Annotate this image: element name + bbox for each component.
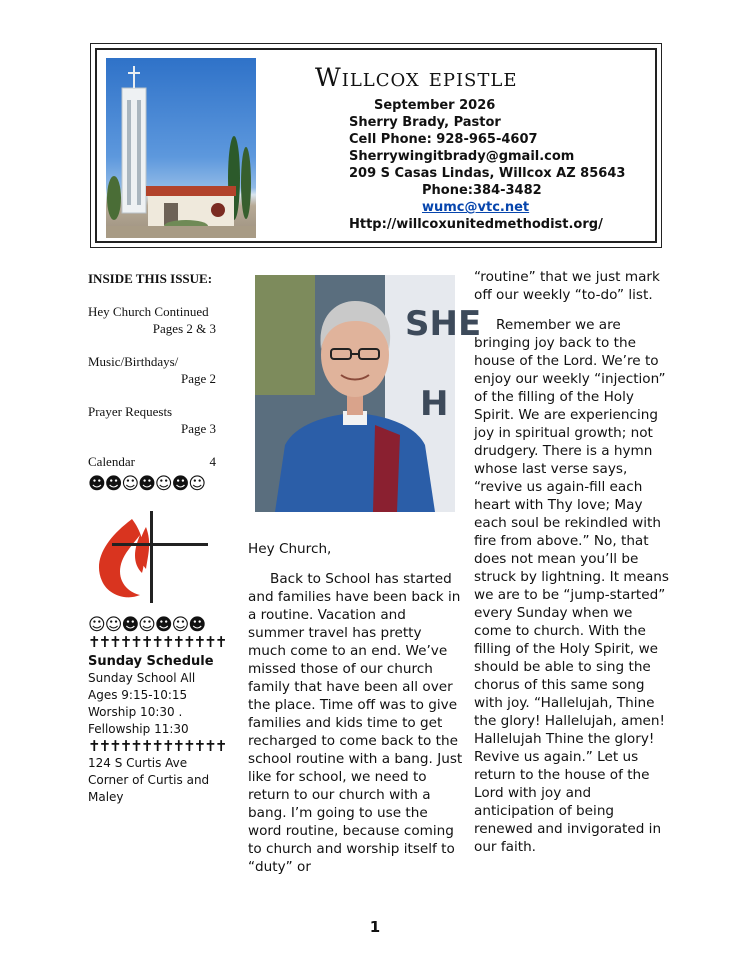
cross-divider: ✝✝✝✝✝✝✝✝✝✝✝✝✝	[88, 737, 226, 755]
website-link[interactable]: Http://willcoxunitedmethodist.org/	[349, 217, 603, 232]
location-line: Maley	[88, 790, 124, 804]
article-paragraph: Remember we are bringing joy back to the house of the Lord. We’re to enjoy our weekly “injection” of the filling of the Holy Spirit. We are experiencing joy in spiritual growth; not drudgery. There is a hymn whose last verse says, “revive us again-fill each heart with Thy love; May each soul be rekindled with fire from above.” No, that does not mean you’ll be struck by lightning. It means we are to be “jump-started” every Sunday when we come to church. With the filling of the Holy Spirit, we should be able to sing the chorus of this same song with joy. “Hallelujah, Thine the glory! Hallelujah, amen! Hallelujah Thine the glory! Revive us again.” Let us return to the house of the Lord with joy and anticipation of being renewed and invigorated in our faith.	[474, 317, 669, 855]
masthead	[90, 43, 662, 248]
church-location	[88, 755, 216, 806]
inside-issue-heading: INSIDE THIS ISSUE:	[88, 271, 213, 286]
toc-item[interactable]	[88, 353, 216, 387]
pastor-photo	[255, 275, 482, 512]
pastor-email: Sherrywingitbrady@gmail.com	[349, 149, 575, 164]
article-paragraph: Back to School has started and families have been back in a routine. Vacation and summer travel has pretty much come to an end. We’ve missed those of our church family that have been all over the place. Time off was to give families and kids time to get recharged to come back to the school routine with a bang. Just like for school, we need to return to our church with a bang. I’m going to use the word routine, because coming to church and worship itself to “duty” or	[248, 571, 463, 875]
toc-item-page: 4	[209, 454, 216, 469]
cross-divider: ✝✝✝✝✝✝✝✝✝✝✝✝✝	[88, 633, 226, 651]
church-illustration	[106, 58, 256, 238]
cross-and-flame-logo	[88, 507, 216, 607]
church-phone: Phone:384-3482	[422, 183, 542, 198]
church-email-link[interactable]: wumc@vtc.net	[422, 200, 530, 215]
toc-item-page: Pages 2 & 3	[152, 321, 216, 336]
pastor-illustration	[255, 275, 482, 512]
page-number: 1	[369, 918, 381, 936]
location-line: 124 S Curtis Ave	[88, 756, 188, 770]
schedule-line: Ages 9:15-10:15	[88, 688, 188, 702]
schedule-line: Sunday School All	[88, 671, 196, 685]
toc-item-title: Calendar	[88, 454, 135, 469]
smiley-divider: ☻☻☺☻☺☻☺	[88, 474, 206, 494]
pastor-name: Sherry Brady, Pastor	[349, 115, 501, 130]
svg-text:H: H	[420, 384, 449, 424]
article-paragraph-continued: “routine” that we just mark off our weekly “to-do” list.	[474, 269, 660, 303]
toc-item-title: Music/Birthdays/	[88, 354, 179, 369]
schedule-title: Sunday Schedule	[88, 654, 214, 669]
newsletter-title: Willcox epistle	[315, 63, 518, 92]
schedule-line: Fellowship 11:30	[88, 722, 189, 736]
cell-phone: Cell Phone: 928-965-4607	[349, 132, 538, 147]
article-column-1	[248, 540, 463, 876]
toc-item-title: Prayer Requests	[88, 404, 173, 419]
toc-item-calendar[interactable]	[88, 453, 216, 470]
sidebar	[88, 270, 226, 806]
svg-text:SHE: SHE	[405, 304, 482, 344]
issue-date: September 2026	[374, 98, 496, 113]
church-address: 209 S Casas Lindas, Willcox AZ 85643	[349, 166, 626, 181]
church-photo	[106, 58, 256, 238]
toc-item-title: Hey Church Continued	[88, 304, 209, 319]
toc-item-page: Page 3	[180, 421, 216, 436]
schedule-line: Worship 10:30 .	[88, 705, 183, 719]
smiley-divider: ☺☺☻☺☻☺☻	[88, 615, 206, 635]
toc-item[interactable]	[88, 403, 216, 437]
article-greeting: Hey Church,	[248, 541, 332, 557]
toc-item[interactable]	[88, 303, 216, 337]
toc-item-page: Page 2	[180, 371, 216, 386]
location-line: Corner of Curtis and	[88, 773, 210, 787]
article-column-2	[474, 268, 669, 856]
sunday-schedule	[88, 653, 216, 738]
masthead-inner-border	[95, 48, 657, 243]
